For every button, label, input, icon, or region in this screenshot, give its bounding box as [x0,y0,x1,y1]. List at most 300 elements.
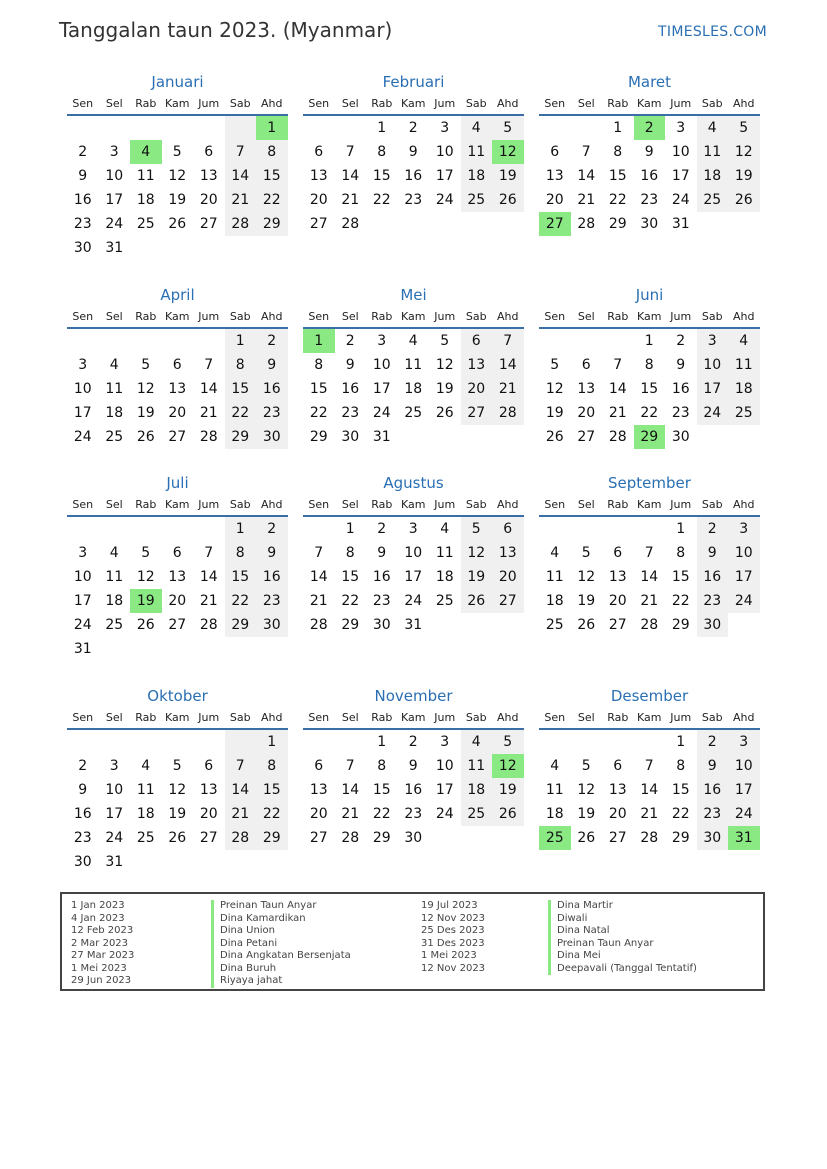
day-cell: 29 [309,429,328,445]
weekday-header: Rab [602,307,634,329]
day-cell: 30 [697,826,729,850]
day-cell: 31 [73,641,92,657]
day-cell: 12 [168,168,187,184]
day-cell: 5 [141,545,151,561]
day-cell: 16 [671,381,690,397]
legend-holiday-name: Dina Union [211,925,351,938]
legend-holiday-name: Dina Angkatan Bersenjata [211,950,351,963]
day-cell: 2 [256,329,288,353]
day-cell: 21 [225,188,257,212]
day-cell: 16 [697,565,729,589]
day-cell: 5 [172,758,182,774]
empty-cell [429,212,461,236]
day-cell: 27 [199,830,218,846]
day-cell: 17 [435,168,454,184]
day-cell: 9 [408,758,418,774]
day-cell: 19 [492,778,524,802]
day-cell: 19 [545,405,564,421]
day-cell: 20 [608,593,627,609]
weekday-header: Sen [67,708,99,730]
day-cell: 29 [225,425,257,449]
legend-holiday-name: Dina Kamardikan [211,913,351,926]
day-cell: 4 [408,333,418,349]
day-cell: 7 [581,144,591,160]
day-cell: 2 [634,116,666,140]
empty-cell [193,236,225,260]
weekday-header: Sel [335,495,367,517]
day-cell: 3 [697,329,729,353]
day-cell: 26 [492,188,524,212]
day-cell: 7 [204,357,214,373]
weekday-header: Sel [99,708,131,730]
weekday-header: Kam [162,94,194,116]
weekday-header: Jum [665,94,697,116]
day-cell: 5 [172,144,182,160]
empty-cell [225,236,257,260]
day-cell: 15 [341,569,360,585]
day-cell: 6 [461,329,493,353]
weekday-header: Sel [335,708,367,730]
day-cell: 29 [671,830,690,846]
legend-holiday-name: Preinan Taun Anyar [211,900,351,913]
month-grid [303,307,524,449]
day-cell: 29 [256,826,288,850]
month-name: Februari [382,73,445,91]
day-cell: 17 [728,778,760,802]
day-cell: 24 [105,830,124,846]
empty-cell [67,517,99,541]
day-cell: 17 [728,565,760,589]
day-cell: 12 [168,782,187,798]
day-cell: 30 [256,613,288,637]
weekday-header: Sen [67,307,99,329]
empty-cell [225,637,257,661]
day-cell: 18 [435,569,454,585]
day-cell: 2 [78,144,88,160]
legend-holiday-name: Preinan Taun Anyar [548,938,697,951]
day-cell: 22 [372,806,391,822]
day-cell: 12 [435,357,454,373]
day-cell: 28 [640,830,659,846]
legend-date: 1 Jan 2023 [71,900,125,911]
day-cell: 27 [199,216,218,232]
empty-cell [697,425,729,449]
day-cell: 15 [225,377,257,401]
day-cell: 5 [492,730,524,754]
month-grid [67,307,288,449]
month-grid [539,708,760,850]
legend-date: 25 Des 2023 [421,925,485,936]
legend-date: 1 Mei 2023 [421,950,477,961]
day-cell: 20 [461,377,493,401]
month-name: Maret [627,73,672,91]
empty-cell [571,517,603,541]
month-mei [303,285,524,449]
day-cell: 1 [303,329,335,353]
month-grid [303,495,524,637]
weekday-header: Ahd [256,495,288,517]
day-cell: 11 [461,140,493,164]
weekday-header: Ahd [728,708,760,730]
weekday-header: Sab [461,94,493,116]
weekday-header: Sel [99,307,131,329]
day-cell: 26 [461,589,493,613]
day-cell: 11 [728,353,760,377]
day-cell: 9 [78,782,88,798]
legend-holiday-name: Diwali [548,913,697,926]
empty-cell [398,425,430,449]
day-cell: 21 [640,806,659,822]
weekday-header: Kam [634,307,666,329]
day-cell: 25 [435,593,454,609]
day-cell: 10 [435,758,454,774]
day-cell: 15 [309,381,328,397]
empty-cell [99,329,131,353]
day-cell: 24 [435,192,454,208]
day-cell: 26 [168,830,187,846]
day-cell: 3 [408,521,418,537]
day-cell: 8 [314,357,324,373]
weekday-header: Rab [602,94,634,116]
empty-cell [303,730,335,754]
weekday-header: Ahd [256,94,288,116]
day-cell: 27 [492,589,524,613]
empty-cell [429,425,461,449]
month-agustus [303,473,524,637]
day-cell: 23 [404,806,423,822]
empty-cell [539,329,571,353]
day-cell: 24 [73,429,92,445]
day-cell: 8 [644,357,654,373]
day-cell: 12 [577,782,596,798]
empty-cell [99,730,131,754]
weekday-header: Jum [429,708,461,730]
day-cell: 16 [640,168,659,184]
day-cell: 23 [372,593,391,609]
weekday-header: Ahd [728,307,760,329]
day-cell: 3 [440,120,450,136]
day-cell: 25 [545,617,564,633]
day-cell: 28 [225,212,257,236]
day-cell: 26 [545,429,564,445]
empty-cell [130,517,162,541]
day-cell: 18 [105,405,124,421]
day-cell: 8 [676,545,686,561]
day-cell: 25 [105,429,124,445]
day-cell: 6 [492,517,524,541]
day-cell: 7 [225,140,257,164]
weekday-header: Sen [303,708,335,730]
empty-cell [162,517,194,541]
day-cell: 21 [608,405,627,421]
weekday-header: Rab [130,307,162,329]
day-cell: 29 [634,425,666,449]
day-cell: 14 [309,569,328,585]
empty-cell [492,212,524,236]
weekday-header: Sab [697,94,729,116]
day-cell: 11 [545,569,564,585]
empty-cell [429,613,461,637]
weekday-header: Rab [366,708,398,730]
empty-cell [429,826,461,850]
day-cell: 31 [728,826,760,850]
day-cell: 10 [105,782,124,798]
weekday-header: Sel [99,495,131,517]
day-cell: 9 [408,144,418,160]
day-cell: 20 [309,806,328,822]
day-cell: 12 [545,381,564,397]
day-cell: 1 [377,120,387,136]
weekday-header: Rab [366,94,398,116]
legend-holiday-name: Dina Natal [548,925,697,938]
weekday-header: Sel [571,307,603,329]
empty-cell [225,730,257,754]
day-cell: 9 [345,357,355,373]
weekday-header: Jum [665,307,697,329]
empty-cell [67,329,99,353]
day-cell: 4 [461,116,493,140]
day-cell: 30 [73,854,92,870]
day-cell: 11 [435,545,454,561]
month-grid [303,708,524,850]
day-cell: 7 [345,758,355,774]
weekday-header: Kam [162,495,194,517]
empty-cell [225,116,257,140]
day-cell: 21 [640,593,659,609]
empty-cell [634,517,666,541]
legend-date: 2 Mar 2023 [71,937,129,949]
day-cell: 1 [676,521,686,537]
day-cell: 23 [256,401,288,425]
day-cell: 16 [697,778,729,802]
day-cell: 3 [676,120,686,136]
day-cell: 17 [435,782,454,798]
day-cell: 6 [550,144,560,160]
day-cell: 2 [408,734,418,750]
day-cell: 15 [372,782,391,798]
day-cell: 10 [105,168,124,184]
day-cell: 14 [608,381,627,397]
weekday-header: Sab [697,495,729,517]
day-cell: 28 [199,429,218,445]
weekday-header: Kam [398,495,430,517]
legend-holiday-name: Dina Martir [548,900,697,913]
day-cell: 6 [581,357,591,373]
day-cell: 10 [73,381,92,397]
legend-date: 12 Nov 2023 [421,962,486,974]
day-cell: 23 [256,589,288,613]
day-cell: 12 [577,569,596,585]
day-cell: 18 [404,381,423,397]
empty-cell [602,329,634,353]
day-cell: 22 [671,806,690,822]
empty-cell [634,730,666,754]
day-cell: 11 [404,357,423,373]
day-cell: 25 [461,802,493,826]
month-name: April [160,286,195,304]
day-cell: 26 [435,405,454,421]
weekday-header: Sen [539,708,571,730]
empty-cell [539,116,571,140]
weekday-header: Ahd [492,94,524,116]
day-cell: 10 [435,144,454,160]
day-cell: 28 [492,401,524,425]
day-cell: 5 [461,517,493,541]
day-cell: 20 [608,806,627,822]
day-cell: 11 [105,569,124,585]
empty-cell [571,329,603,353]
day-cell: 24 [73,617,92,633]
weekday-header: Rab [130,94,162,116]
day-cell: 4 [141,758,151,774]
day-cell: 2 [345,333,355,349]
day-cell: 24 [435,806,454,822]
brand-link[interactable]: TIMESLES.COM [658,24,767,40]
legend-date: 4 Jan 2023 [71,912,125,924]
day-cell: 18 [105,593,124,609]
day-cell: 16 [372,569,391,585]
day-cell: 13 [168,381,187,397]
day-cell: 30 [640,216,659,232]
weekday-header: Ahd [256,307,288,329]
empty-cell [492,826,524,850]
empty-cell [162,850,194,874]
day-cell: 22 [256,802,288,826]
day-cell: 16 [256,377,288,401]
day-cell: 21 [225,802,257,826]
day-cell: 15 [256,778,288,802]
weekday-header: Sen [303,94,335,116]
day-cell: 15 [671,782,690,798]
day-cell: 20 [577,405,596,421]
day-cell: 16 [341,381,360,397]
day-cell: 13 [492,541,524,565]
day-cell: 16 [73,192,92,208]
day-cell: 14 [640,782,659,798]
day-cell: 29 [225,613,257,637]
day-cell: 16 [404,168,423,184]
day-cell: 22 [256,188,288,212]
day-cell: 4 [728,329,760,353]
month-maret [539,72,760,236]
day-cell: 18 [545,806,564,822]
day-cell: 19 [728,164,760,188]
day-cell: 7 [613,357,623,373]
empty-cell [697,212,729,236]
day-cell: 10 [728,754,760,778]
day-cell: 21 [199,593,218,609]
day-cell: 19 [168,806,187,822]
day-cell: 31 [105,854,124,870]
day-cell: 17 [73,405,92,421]
day-cell: 7 [225,754,257,778]
day-cell: 19 [136,405,155,421]
day-cell: 9 [78,168,88,184]
day-cell: 1 [345,521,355,537]
empty-cell [461,212,493,236]
empty-cell [728,613,760,637]
day-cell: 30 [671,429,690,445]
day-cell: 11 [136,168,155,184]
day-cell: 21 [341,192,360,208]
month-april [67,285,288,449]
weekday-header: Sel [99,94,131,116]
day-cell: 2 [676,333,686,349]
day-cell: 8 [377,144,387,160]
day-cell: 1 [256,730,288,754]
day-cell: 12 [492,140,524,164]
empty-cell [335,116,367,140]
weekday-header: Sel [335,307,367,329]
day-cell: 18 [136,192,155,208]
day-cell: 13 [199,168,218,184]
day-cell: 20 [309,192,328,208]
day-cell: 24 [671,192,690,208]
day-cell: 9 [697,754,729,778]
month-name: Oktober [147,687,208,705]
empty-cell [193,730,225,754]
month-juli [67,473,288,661]
day-cell: 6 [314,144,324,160]
day-cell: 30 [73,240,92,256]
day-cell: 10 [697,353,729,377]
legend-date: 1 Mei 2023 [71,962,127,974]
day-cell: 15 [608,168,627,184]
day-cell: 9 [256,353,288,377]
day-cell: 8 [256,754,288,778]
day-cell: 30 [256,425,288,449]
day-cell: 18 [728,377,760,401]
legend-date: 12 Feb 2023 [71,925,134,936]
empty-cell [303,517,335,541]
day-cell: 14 [341,782,360,798]
empty-cell [492,613,524,637]
empty-cell [67,116,99,140]
empty-cell [492,425,524,449]
day-cell: 8 [225,541,257,565]
day-cell: 23 [697,802,729,826]
month-name: Agustus [383,474,444,492]
month-grid [67,495,288,661]
day-cell: 4 [697,116,729,140]
day-cell: 6 [204,758,214,774]
empty-cell [571,730,603,754]
day-cell: 19 [577,806,596,822]
day-cell: 24 [728,589,760,613]
empty-cell [571,116,603,140]
month-grid [67,708,288,874]
empty-cell [193,329,225,353]
day-cell: 9 [676,357,686,373]
empty-cell [130,116,162,140]
empty-cell [398,212,430,236]
legend-dates-right [421,900,485,975]
weekday-header: Jum [193,307,225,329]
day-cell: 14 [577,168,596,184]
day-cell: 4 [550,545,560,561]
month-name: September [608,474,691,492]
weekday-header: Sab [461,307,493,329]
day-cell: 19 [461,565,493,589]
day-cell: 8 [256,140,288,164]
day-cell: 26 [577,617,596,633]
weekday-header: Jum [193,94,225,116]
day-cell: 5 [440,333,450,349]
day-cell: 15 [640,381,659,397]
day-cell: 12 [136,569,155,585]
day-cell: 31 [105,240,124,256]
legend-holiday-name: Dina Buruh [211,963,351,976]
